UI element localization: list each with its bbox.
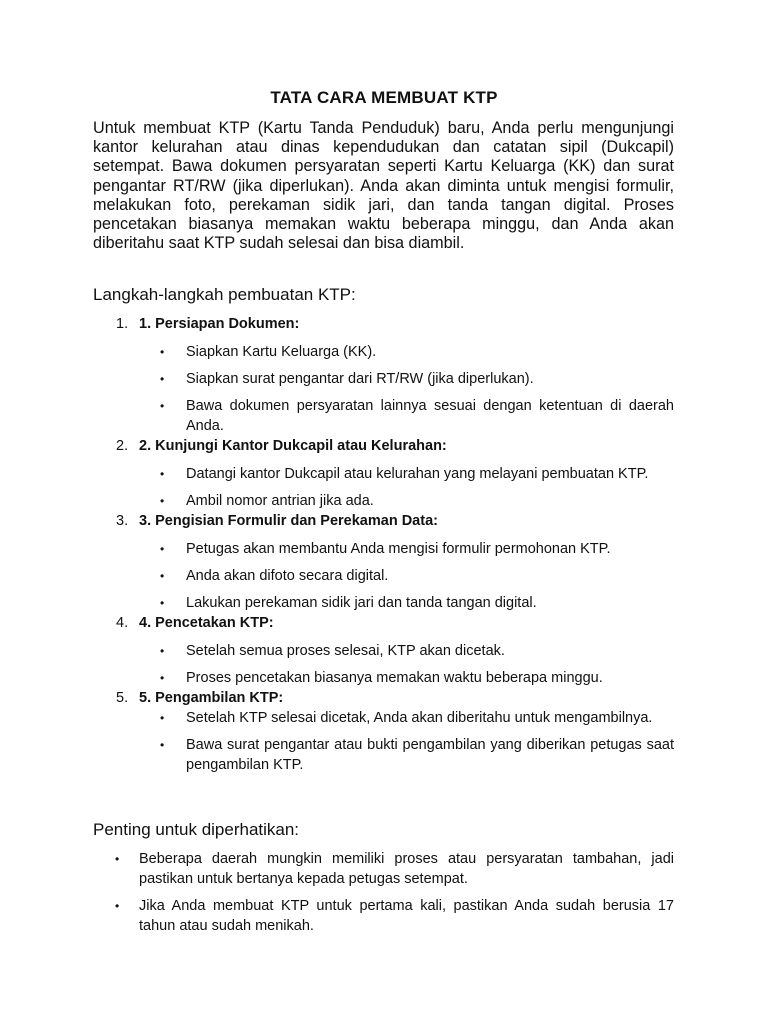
list-item-text: Ambil nomor antrian jika ada. xyxy=(186,493,374,509)
bullet-icon: • xyxy=(160,738,165,752)
notes-list xyxy=(93,849,674,936)
step-sub-list xyxy=(93,464,674,511)
bullet-icon: • xyxy=(160,711,165,725)
step-sub-list xyxy=(93,539,674,613)
step-item xyxy=(93,613,674,688)
bullet-icon: • xyxy=(160,542,165,556)
list-item-text: Anda akan difoto secara digital. xyxy=(186,568,389,584)
list-item-text: Siapkan surat pengantar dari RT/RW (jika diperlukan). xyxy=(186,371,534,387)
list-item xyxy=(160,369,674,389)
step-number: 5. xyxy=(116,690,129,706)
note-item xyxy=(115,849,674,889)
step-number: 2. xyxy=(116,438,129,454)
list-item xyxy=(160,566,674,586)
document-title: TATA CARA MEMBUAT KTP xyxy=(270,88,498,107)
list-item-text: Lakukan perekaman sidik jari dan tanda tangan digital. xyxy=(186,595,537,611)
list-item xyxy=(160,641,674,661)
step-title: 5. Pengambilan KTP: xyxy=(139,690,284,706)
list-item-text: Bawa dokumen persyaratan lainnya sesuai dengan ketentuan di daerah Anda. xyxy=(186,398,674,434)
list-item-text: Datangi kantor Dukcapil atau kelurahan yang melayani pembuatan KTP. xyxy=(186,466,649,482)
list-item-text: Proses pencetakan biasanya memakan waktu beberapa minggu. xyxy=(186,670,603,686)
step-title: 1. Persiapan Dokumen: xyxy=(139,316,300,332)
step-item xyxy=(93,314,674,436)
intro-paragraph: Untuk membuat KTP (Kartu Tanda Penduduk) baru, Anda perlu mengunjungi kantor kelurahan atau dinas kependudukan dan catatan sipil (Dukcapil) setempat. Bawa dokumen persyaratan seperti Kartu Keluarga (KK) dan surat pengantar RT/RW (jika diperlukan). Anda akan diminta untuk mengisi formulir, melakukan foto, perekaman sidik jari, dan tanda tangan digital. Proses pencetakan biasanya memakan waktu beberapa minggu, dan Anda akan diberitahu saat KTP sudah selesai dan bisa diambil. xyxy=(93,119,674,253)
bullet-icon: • xyxy=(160,671,165,685)
step-item xyxy=(93,436,674,511)
list-item xyxy=(160,708,674,728)
list-item-text: Setelah KTP selesai dicetak, Anda akan diberitahu untuk mengambilnya. xyxy=(186,710,653,726)
step-title: 4. Pencetakan KTP: xyxy=(139,615,274,631)
steps-heading: Langkah-langkah pembuatan KTP: xyxy=(93,285,356,304)
bullet-icon: • xyxy=(115,852,120,866)
list-item xyxy=(160,593,674,613)
step-title: 2. Kunjungi Kantor Dukcapil atau Kelurahan: xyxy=(139,438,447,454)
bullet-icon: • xyxy=(160,399,165,413)
list-item xyxy=(160,342,674,362)
bullet-icon: • xyxy=(160,596,165,610)
list-item xyxy=(160,668,674,688)
list-item xyxy=(160,735,674,775)
bullet-icon: • xyxy=(160,644,165,658)
bullet-icon: • xyxy=(160,467,165,481)
list-item xyxy=(160,491,674,511)
list-item-text: Petugas akan membantu Anda mengisi formulir permohonan KTP. xyxy=(186,541,611,557)
step-number: 1. xyxy=(116,316,129,332)
list-item-text: Siapkan Kartu Keluarga (KK). xyxy=(186,344,377,360)
step-sub-list xyxy=(93,342,674,436)
note-text: Jika Anda membuat KTP untuk pertama kali, pastikan Anda sudah berusia 17 tahun atau sudah menikah. xyxy=(139,898,674,934)
note-text: Beberapa daerah mungkin memiliki proses atau persyaratan tambahan, jadi pastikan untuk bertanya kepada petugas setempat. xyxy=(139,851,674,887)
note-item xyxy=(115,896,674,936)
step-item xyxy=(93,688,674,775)
step-item xyxy=(93,511,674,613)
bullet-icon: • xyxy=(160,345,165,359)
list-item-text: Bawa surat pengantar atau bukti pengambilan yang diberikan petugas saat pengambilan KTP. xyxy=(186,737,674,773)
step-number: 4. xyxy=(116,615,129,631)
steps-list xyxy=(93,314,674,775)
step-title: 3. Pengisian Formulir dan Perekaman Data: xyxy=(139,513,438,529)
step-sub-list xyxy=(93,641,674,688)
list-item xyxy=(160,539,674,559)
list-item xyxy=(160,464,674,484)
bullet-icon: • xyxy=(160,494,165,508)
list-item-text: Setelah semua proses selesai, KTP akan dicetak. xyxy=(186,643,505,659)
bullet-icon: • xyxy=(160,372,165,386)
list-item xyxy=(160,396,674,436)
bullet-icon: • xyxy=(115,899,120,913)
step-number: 3. xyxy=(116,513,129,529)
step-sub-list xyxy=(93,708,674,775)
notes-heading: Penting untuk diperhatikan: xyxy=(93,820,300,839)
bullet-icon: • xyxy=(160,569,165,583)
